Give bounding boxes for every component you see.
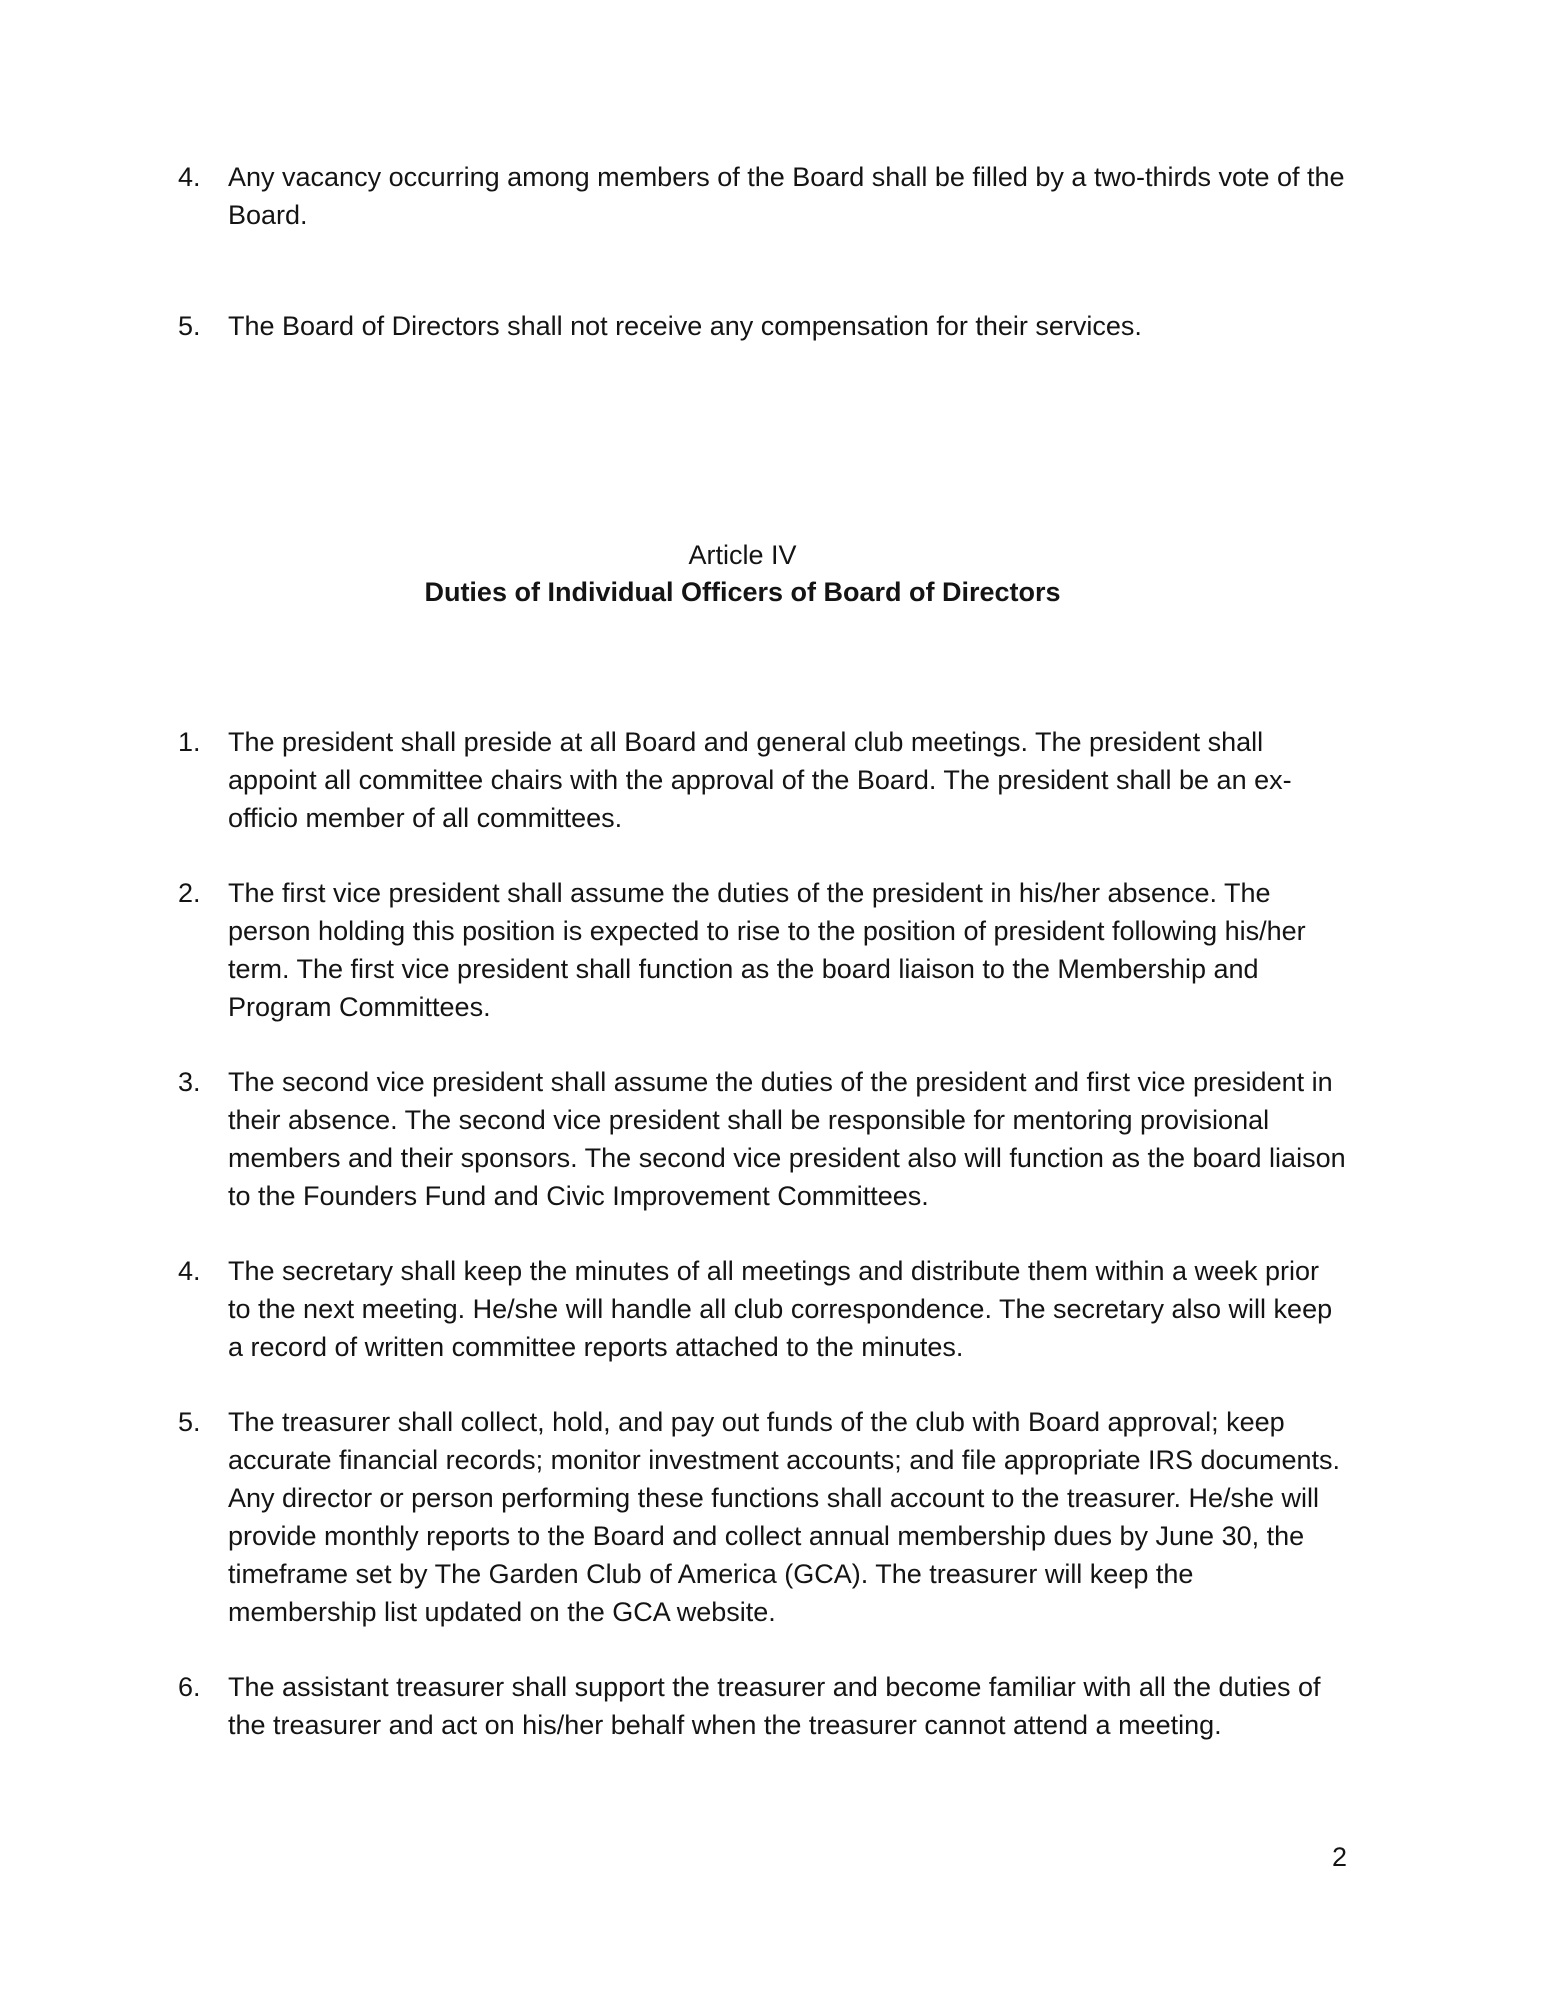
list-item-number: 5. xyxy=(178,1407,201,1437)
officer-duties-list xyxy=(178,723,1348,1781)
list-item-text: The second vice president shall assume the duties of the president and first vice president in their absence. The second vice president shall be responsible for mentoring provisional members and their sponsors. The second vice president also will function as the board liaison to the Founders Fund and Civic Improvement Committees. xyxy=(228,1067,1346,1211)
list-item-number: 4. xyxy=(178,1256,201,1286)
article-label: Article IV xyxy=(688,540,797,570)
list-item-number: 5. xyxy=(178,311,201,341)
list-item-number: 3. xyxy=(178,1067,201,1097)
list-item xyxy=(178,158,1348,234)
board-provisions-list xyxy=(178,158,1348,345)
list-item xyxy=(178,1252,1348,1366)
list-item xyxy=(178,1403,1348,1631)
list-item-text: The treasurer shall collect, hold, and pay out funds of the club with Board approval; keep accurate financial records; monitor investment accounts; and file appropriate IRS documents. Any director or person performing these functions shall account to the treasurer. He/she will provide monthly reports to the Board and collect annual membership dues by June 30, the timeframe set by The Garden Club of America (GCA). The treasurer will keep the membership list updated on the GCA website. xyxy=(228,1407,1341,1627)
list-item-text: The assistant treasurer shall support the treasurer and become familiar with all the duties of the treasurer and act on his/her behalf when the treasurer cannot attend a meeting. xyxy=(228,1672,1321,1740)
list-item xyxy=(178,723,1348,837)
list-item-text: Any vacancy occurring among members of the Board shall be filled by a two-thirds vote of the Board. xyxy=(228,162,1345,230)
list-item-number: 1. xyxy=(178,727,201,757)
list-item-number: 6. xyxy=(178,1672,201,1702)
list-item-number: 2. xyxy=(178,878,201,908)
article-title: Duties of Individual Officers of Board of Directors xyxy=(424,577,1061,607)
list-item xyxy=(178,307,1348,345)
list-item-text: The Board of Directors shall not receive any compensation for their services. xyxy=(228,311,1142,341)
page-number: 2 xyxy=(1331,1842,1347,1872)
list-item xyxy=(178,1063,1348,1215)
list-item-number: 4. xyxy=(178,162,201,192)
list-item-text: The president shall preside at all Board and general club meetings. The president shall appoint all committee chairs with the approval of the Board. The president shall be an ex-officio member of all committees. xyxy=(228,727,1292,833)
list-item-text: The secretary shall keep the minutes of all meetings and distribute them within a week prior to the next meeting. He/she will handle all club correspondence. The secretary also will keep a record of written committee reports attached to the minutes. xyxy=(228,1256,1333,1362)
list-item-text: The first vice president shall assume the duties of the president in his/her absence. The person holding this position is expected to rise to the position of president following his/her term. The first vice president shall function as the board liaison to the Membership and Program Committees. xyxy=(228,878,1306,1022)
list-item xyxy=(178,1668,1348,1744)
list-item xyxy=(178,874,1348,1026)
